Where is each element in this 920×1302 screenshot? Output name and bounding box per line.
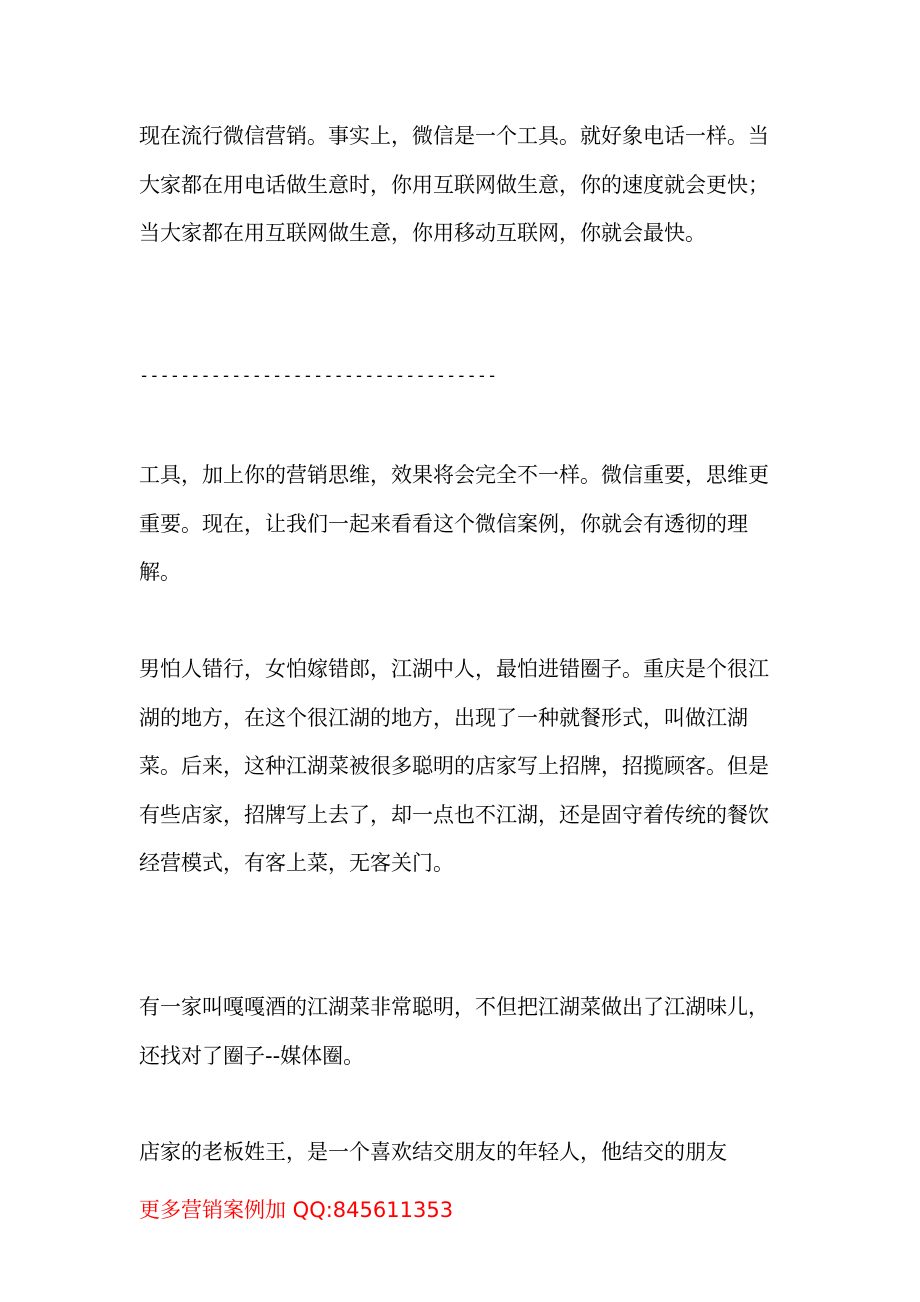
- paragraph-intro: 现在流行微信营销。事实上，微信是一个工具。就好象电话一样。当大家都在用电话做生意时，你用互联网做生意，你的速度就会更快；当大家都在用互联网做生意，你用移动互联网，你就会最快。: [139, 124, 769, 245]
- paragraph-tools: 工具，加上你的营销思维，效果将会完全不一样。微信重要，思维更重要。现在，让我们一起来看看这个微信案例，你就会有透彻的理解。: [139, 463, 769, 584]
- dashed-divider: -----------------------------------: [139, 366, 498, 386]
- paragraph-jianghu: 男怕人错行，女怕嫁错郎，江湖中人，最怕进错圈子。重庆是个很江湖的地方，在这个很江湖的地方，出现了一种就餐形式，叫做江湖菜。后来，这种江湖菜被很多聪明的店家写上招牌，招揽顾客。但是有些店家，招牌写上去了，却一点也不江湖，还是固守着传统的餐饮经营模式，有客上菜，无客关门。: [139, 657, 769, 875]
- paragraph-gagajiu: 有一家叫嘎嘎酒的江湖菜非常聪明，不但把江湖菜做出了江湖味儿，还找对了圈子--媒体圈。: [139, 995, 769, 1068]
- paragraph-owner: 店家的老板姓王，是一个喜欢结交朋友的年轻人，他结交的朋友: [139, 1140, 727, 1164]
- footer-contact: 更多营销案例加 QQ:845611353: [139, 1198, 454, 1222]
